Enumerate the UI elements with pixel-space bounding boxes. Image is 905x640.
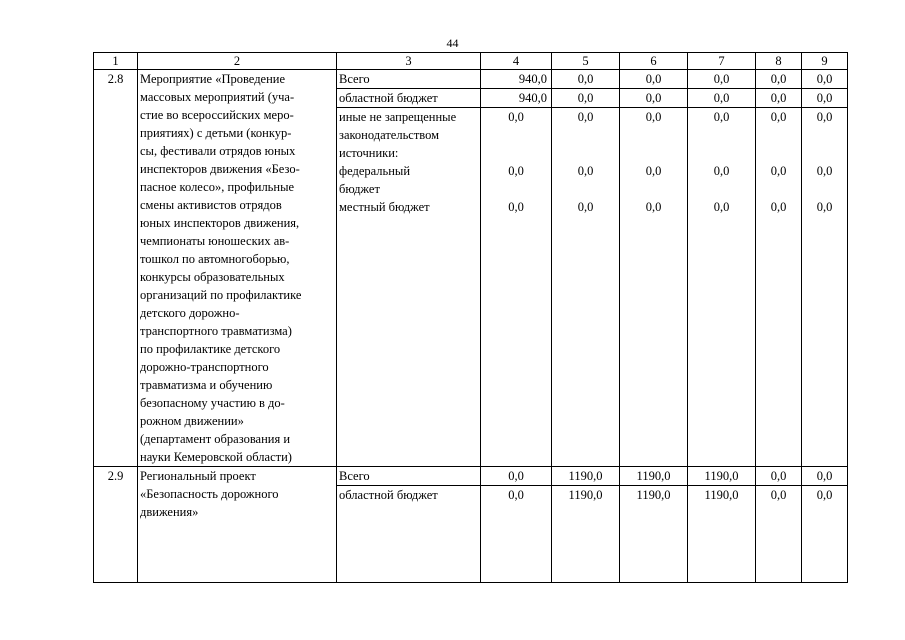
description-line: (департамент образования и bbox=[140, 432, 291, 446]
value: 940,0 bbox=[481, 89, 551, 108]
value: 0,0 bbox=[756, 89, 801, 108]
source-label-line: федеральный bbox=[339, 164, 411, 178]
value-cell bbox=[756, 467, 802, 583]
source-label-line: областной бюджет bbox=[339, 91, 438, 105]
col-header: 7 bbox=[688, 53, 756, 70]
value: 0,0 bbox=[508, 164, 524, 178]
description-line: тошкол по автомногоборью, bbox=[140, 252, 290, 266]
col-header: 8 bbox=[756, 53, 802, 70]
value: 0,0 bbox=[620, 89, 687, 108]
funding-sources bbox=[337, 467, 481, 583]
description-line: чемпионаты юношеских ав- bbox=[140, 234, 290, 248]
description-line: по профилактике детского bbox=[140, 342, 281, 356]
description-line: транспортного травматизма) bbox=[140, 324, 292, 338]
value: 0,0 bbox=[770, 110, 787, 124]
value: 0,0 bbox=[816, 164, 833, 178]
value-cell bbox=[552, 70, 620, 467]
value-cell bbox=[688, 467, 756, 583]
description-line: Региональный проект bbox=[140, 469, 256, 483]
value-cell bbox=[688, 70, 756, 467]
description-line: травматизма и обучению bbox=[140, 378, 273, 392]
description-line: дорожно-транспортного bbox=[140, 360, 269, 374]
source-label bbox=[337, 108, 480, 162]
col-header: 4 bbox=[481, 53, 552, 70]
value: 0,0 bbox=[802, 467, 847, 486]
value-cell bbox=[802, 70, 848, 467]
value: 1190,0 bbox=[636, 488, 671, 502]
col-header: 9 bbox=[802, 53, 848, 70]
row-description bbox=[138, 70, 337, 467]
budget-table bbox=[93, 52, 848, 583]
value: 1190,0 bbox=[552, 467, 619, 486]
source-label bbox=[337, 198, 480, 216]
value: 0,0 bbox=[552, 70, 619, 89]
description-line: «Безопасность дорожного bbox=[140, 487, 279, 501]
value: 1190,0 bbox=[704, 488, 739, 502]
row-description bbox=[138, 467, 337, 583]
value: 0,0 bbox=[713, 164, 730, 178]
source-label bbox=[337, 486, 480, 504]
value: 0,0 bbox=[713, 110, 730, 124]
description-line: смены активистов отрядов bbox=[140, 198, 282, 212]
value: 0,0 bbox=[756, 467, 801, 486]
row-number: 2.8 bbox=[94, 70, 138, 467]
description-line: юных инспекторов движения, bbox=[140, 216, 300, 230]
value: 0,0 bbox=[620, 70, 687, 89]
value: 0,0 bbox=[508, 110, 524, 124]
value: 0,0 bbox=[508, 488, 524, 502]
value: 0,0 bbox=[816, 200, 833, 214]
value-cell bbox=[552, 467, 620, 583]
col-header: 5 bbox=[552, 53, 620, 70]
value: 0,0 bbox=[770, 164, 787, 178]
table-row bbox=[94, 70, 848, 467]
value: 0,0 bbox=[645, 110, 662, 124]
value: 0,0 bbox=[481, 467, 551, 486]
value: 0,0 bbox=[770, 200, 787, 214]
description-line: массовых мероприятий (уча- bbox=[140, 90, 295, 104]
source-label-line: местный бюджет bbox=[339, 200, 430, 214]
value-cell bbox=[481, 467, 552, 583]
col-header: 1 bbox=[94, 53, 138, 70]
source-label-line: областной бюджет bbox=[339, 488, 438, 502]
value: 0,0 bbox=[802, 70, 847, 89]
table-row bbox=[94, 467, 848, 583]
funding-sources bbox=[337, 70, 481, 467]
value: 0,0 bbox=[713, 200, 730, 214]
value-cell bbox=[756, 70, 802, 467]
description-line: Мероприятие «Проведение bbox=[140, 72, 286, 86]
page-number: 44 bbox=[446, 36, 459, 50]
value: 0,0 bbox=[688, 70, 755, 89]
description-line: пасное колесо», профильные bbox=[140, 180, 295, 194]
value: 0,0 bbox=[816, 488, 833, 502]
source-label bbox=[337, 162, 480, 198]
description-line: безопасному участию в до- bbox=[140, 396, 285, 410]
source-label-line: законодательством bbox=[339, 128, 440, 142]
value: 1190,0 bbox=[620, 467, 687, 486]
value: 940,0 bbox=[481, 70, 551, 89]
row-number: 2.9 bbox=[94, 467, 138, 583]
value-cell bbox=[802, 467, 848, 583]
source-label-line: иные не запрещенные bbox=[339, 110, 457, 124]
value: 0,0 bbox=[802, 89, 847, 108]
col-header: 3 bbox=[337, 53, 481, 70]
source-label-line: источники: bbox=[339, 146, 399, 160]
description-line: науки Кемеровской области) bbox=[140, 450, 292, 464]
value: 0,0 bbox=[577, 164, 594, 178]
value: 1190,0 bbox=[568, 488, 603, 502]
description-line: рожном движении» bbox=[140, 414, 244, 428]
value: 0,0 bbox=[756, 70, 801, 89]
description-line: инспекторов движения «Безо- bbox=[140, 162, 300, 176]
value: 0,0 bbox=[645, 200, 662, 214]
source-label-line: бюджет bbox=[339, 182, 380, 196]
value-cell bbox=[620, 70, 688, 467]
value: 0,0 bbox=[552, 89, 619, 108]
source-label bbox=[337, 467, 480, 486]
header-row bbox=[94, 53, 848, 70]
description-line: конкурсы образовательных bbox=[140, 270, 285, 284]
value: 0,0 bbox=[816, 110, 833, 124]
description-line: сы, фестивали отрядов юных bbox=[140, 144, 296, 158]
value: 0,0 bbox=[688, 89, 755, 108]
description-line: детского дорожно- bbox=[140, 306, 240, 320]
value: 1190,0 bbox=[688, 467, 755, 486]
value-cell bbox=[620, 467, 688, 583]
col-header: 2 bbox=[138, 53, 337, 70]
value: 0,0 bbox=[577, 200, 594, 214]
source-label bbox=[337, 70, 480, 89]
source-label-line: Всего bbox=[339, 469, 370, 483]
description-line: стие во всероссийских меро- bbox=[140, 108, 294, 122]
source-label-line: Всего bbox=[339, 72, 370, 86]
source-label bbox=[337, 89, 480, 108]
description-line: движения» bbox=[140, 505, 199, 519]
value: 0,0 bbox=[577, 110, 594, 124]
value: 0,0 bbox=[770, 488, 787, 502]
description-line: организаций по профилактике bbox=[140, 288, 302, 302]
value: 0,0 bbox=[645, 164, 662, 178]
description-line: приятиях) с детьми (конкур- bbox=[140, 126, 292, 140]
value-cell bbox=[481, 70, 552, 467]
col-header: 6 bbox=[620, 53, 688, 70]
value: 0,0 bbox=[508, 200, 524, 214]
